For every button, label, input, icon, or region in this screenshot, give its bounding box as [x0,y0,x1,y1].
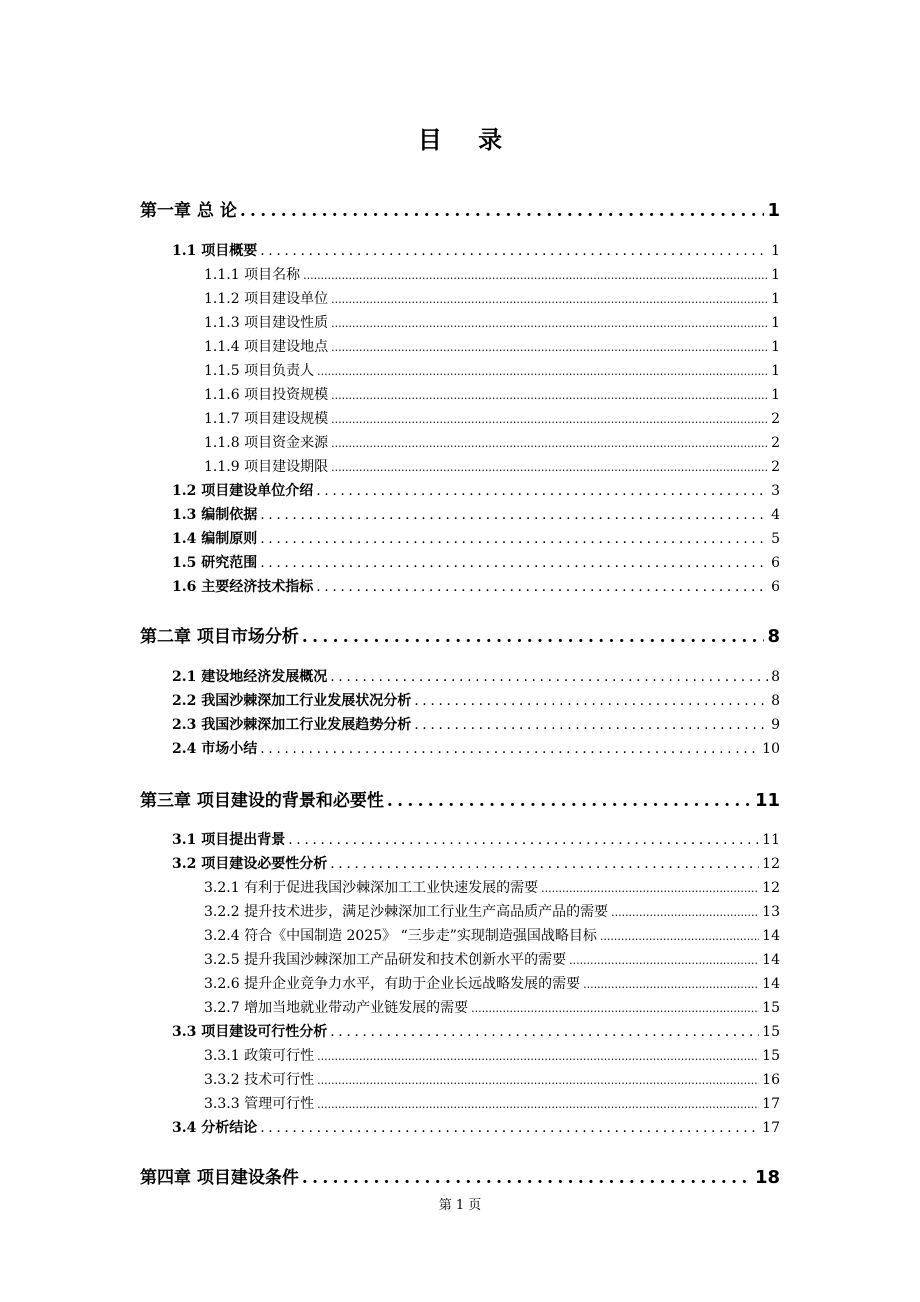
toc-entry-page: 15 [762,1048,780,1064]
toc-leader-dots [541,882,759,895]
toc-entry-page: 5 [771,531,780,547]
toc-entry-title: 3.2.7 增加当地就业带动产业链发展的需要 [204,1000,469,1016]
toc-entry[interactable] [172,829,780,849]
toc-entry[interactable] [204,264,780,284]
toc-entry-title: 1.1.5 项目负责人 [204,363,315,379]
toc-leader-dots [260,243,768,259]
toc-entry[interactable] [204,312,780,332]
toc-entry-title: 3.2.6 提升企业竞争力水平，有助于企业长远战略发展的需要 [204,976,581,992]
toc-entry[interactable] [172,576,780,596]
toc-leader-dots [316,483,768,499]
toc-entry-title: 1.1.7 项目建设规模 [204,411,329,427]
toc-entry-page: 8 [767,626,780,647]
toc-entry-title: 3.3 项目建设可行性分析 [172,1024,328,1040]
toc-leader-dots [303,269,768,282]
toc-leader-dots [569,954,759,967]
toc-leader-dots [302,627,765,647]
toc-entry-page: 1 [771,243,780,259]
toc-leader-dots [260,741,759,757]
toc-entry[interactable] [140,1163,780,1188]
toc-entry[interactable] [172,504,780,524]
toc-entry-title: 3.3.2 技术可行性 [204,1072,315,1088]
toc-leader-dots [331,293,768,306]
toc-entry-title: 第四章 项目建设条件 [140,1168,299,1188]
toc-entry-title: 1.1 项目概要 [172,243,258,259]
toc-entry-title: 2.1 建设地经济发展概况 [172,669,328,685]
toc-entry[interactable] [172,552,780,572]
toc-entry[interactable] [204,901,780,921]
toc-entry-title: 3.2.1 有利于促进我国沙棘深加工工业快速发展的需要 [204,880,539,896]
toc-entry[interactable] [204,1093,780,1113]
toc-entry[interactable] [172,1021,780,1041]
toc-leader-dots [317,1050,759,1063]
toc-entry-page: 11 [762,832,780,848]
toc-entry[interactable] [172,738,780,758]
toc-entry-page: 13 [762,904,780,920]
toc-entry-page: 1 [767,200,780,221]
toc-leader-dots [288,832,759,848]
toc-entry-title: 3.1 项目提出背景 [172,832,286,848]
toc-leader-dots [611,906,759,919]
toc-entry-title: 1.6 主要经济技术指标 [172,579,314,595]
toc-entry-title: 1.1.3 项目建设性质 [204,315,329,331]
toc-entry[interactable] [204,973,780,993]
toc-leader-dots [331,437,768,450]
toc-entry-page: 14 [762,952,780,968]
toc-entry[interactable] [172,240,780,260]
toc-entry-title: 2.2 我国沙棘深加工行业发展状况分析 [172,693,412,709]
toc-leader-dots [331,341,768,354]
toc-leader-dots [387,791,752,811]
toc-entry-page: 1 [771,363,780,379]
toc-entry-title: 1.1.2 项目建设单位 [204,291,329,307]
toc-entry-page: 1 [771,291,780,307]
toc-leader-dots [260,1120,759,1136]
toc-entry[interactable] [140,786,780,811]
toc-entry[interactable] [204,997,780,1017]
toc-entry-title: 3.2.2 提升技术进步，满足沙棘深加工行业生产高品质产品的需要 [204,904,609,920]
toc-entry-page: 12 [762,880,780,896]
toc-entry[interactable] [204,877,780,897]
toc-entry[interactable] [140,196,780,221]
toc-leader-dots [240,201,765,221]
toc-entry-page: 2 [771,411,780,427]
toc-entry-page: 2 [771,435,780,451]
toc-entry-title: 1.1.1 项目名称 [204,267,301,283]
toc-entry-page: 3 [771,483,780,499]
toc-entry[interactable] [204,949,780,969]
toc-entry[interactable] [172,690,780,710]
toc-leader-dots [260,531,768,547]
toc-entry-page: 6 [771,555,780,571]
toc-entry-title: 1.1.6 项目投资规模 [204,387,329,403]
toc-entry-title: 2.4 市场小结 [172,741,258,757]
toc-entry-title: 第三章 项目建设的背景和必要性 [140,791,384,811]
toc-leader-dots [331,389,768,402]
toc-entry-page: 14 [762,928,780,944]
toc-entry[interactable] [204,456,780,476]
toc-leader-dots [330,1024,759,1040]
toc-leader-dots [471,1002,759,1015]
toc-entry[interactable] [204,408,780,428]
toc-leader-dots [331,413,768,426]
toc-leader-dots [414,693,768,709]
toc-entry[interactable] [140,622,780,647]
toc-entry[interactable] [204,1045,780,1065]
toc-entry[interactable] [204,360,780,380]
toc-entry-page: 15 [762,1000,780,1016]
toc-entry-page: 17 [762,1096,780,1112]
toc-leader-dots [316,579,768,595]
page-title: 目 录 [417,125,517,154]
toc-leader-dots [260,507,768,523]
toc-entry-title: 3.2.5 提升我国沙棘深加工产品研发和技术创新水平的需要 [204,952,567,968]
toc-entry-title: 第二章 项目市场分析 [140,627,299,647]
toc-entry[interactable] [204,432,780,452]
toc-entry-page: 1 [771,315,780,331]
toc-entry[interactable] [172,480,780,500]
toc-leader-dots [414,717,768,733]
toc-leader-dots [317,1074,759,1087]
toc-entry-title: 3.3.3 管理可行性 [204,1096,315,1112]
toc-entry[interactable] [204,336,780,356]
toc-entry[interactable] [172,714,780,734]
toc-entry-title: 3.2.4 符合《中国制造 2025》 “三步走”实现制造强国战略目标 [204,928,597,944]
toc-entry-title: 3.3.1 政策可行性 [204,1048,315,1064]
toc-entry-title: 1.5 研究范围 [172,555,258,571]
toc-entry[interactable] [172,666,780,686]
toc-leader-dots [317,1098,759,1111]
toc-leader-dots [583,978,759,991]
toc-entry[interactable] [172,528,780,548]
toc-entry-title: 3.2 项目建设必要性分析 [172,856,328,872]
page-footer: 第 1 页 [438,1198,482,1213]
toc-entry-page: 4 [771,507,780,523]
toc-entry-page: 1 [771,267,780,283]
toc-entry-page: 2 [771,459,780,475]
toc-entry-title: 1.3 编制依据 [172,507,258,523]
toc-entry[interactable] [204,384,780,404]
toc-entry-page: 15 [762,1024,780,1040]
toc-leader-dots [302,1168,752,1188]
toc-leader-dots [260,555,768,571]
toc-entry-page: 8 [771,669,780,685]
toc-entry[interactable] [204,288,780,308]
toc-entry-page: 11 [754,790,780,811]
toc-leader-dots [331,461,768,474]
toc-entry[interactable] [172,1117,780,1137]
toc-entry-title: 1.1.4 项目建设地点 [204,339,329,355]
toc-leader-dots [331,317,768,330]
toc-entry-title: 3.4 分析结论 [172,1120,258,1136]
toc-leader-dots [317,365,768,378]
toc-entry-page: 1 [771,339,780,355]
toc-entry-title: 1.2 项目建设单位介绍 [172,483,314,499]
toc-entry[interactable] [204,1069,780,1089]
toc-entry-page: 12 [762,856,780,872]
toc-entry-page: 10 [762,741,780,757]
toc-leader-dots [330,856,759,872]
toc-entry-page: 1 [771,387,780,403]
toc-entry-title: 1.4 编制原则 [172,531,258,547]
toc-entry-page: 9 [771,717,780,733]
toc-entry-title: 1.1.9 项目建设期限 [204,459,329,475]
toc-entry-title: 2.3 我国沙棘深加工行业发展趋势分析 [172,717,412,733]
toc-leader-dots [600,930,759,943]
toc-entry-page: 8 [771,693,780,709]
toc-leader-dots [330,669,768,685]
toc-entry[interactable] [172,853,780,873]
toc-entry-title: 第一章 总 论 [140,201,237,221]
toc-entry-title: 1.1.8 项目资金来源 [204,435,329,451]
toc-entry-page: 18 [754,1167,780,1188]
toc-entry-page: 14 [762,976,780,992]
toc-entry-page: 17 [762,1120,780,1136]
toc-entry-page: 6 [771,579,780,595]
toc-entry[interactable] [204,925,780,945]
toc-entry-page: 16 [762,1072,780,1088]
